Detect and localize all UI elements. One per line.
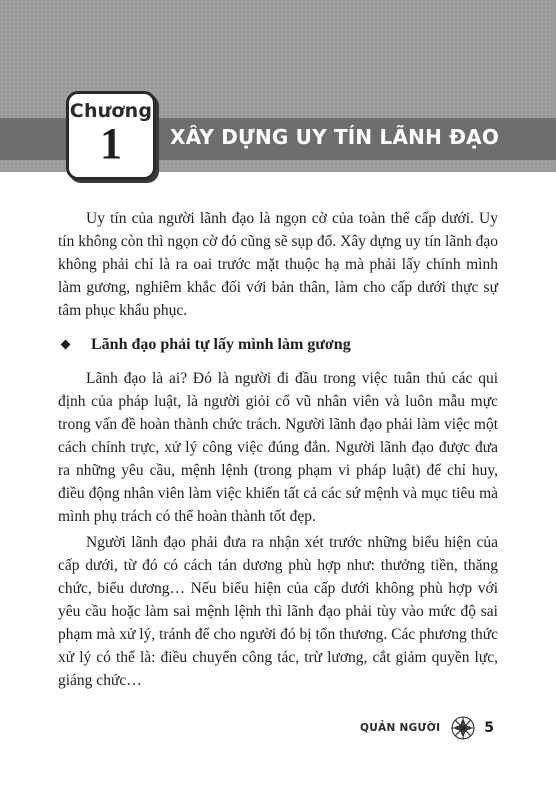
page-footer — [360, 714, 500, 742]
running-title: QUẢN NGƯỜI — [360, 722, 441, 734]
ornament-flower-icon — [450, 715, 476, 741]
intro-paragraph: Uy tín của người lãnh đạo là ngọn cờ của toàn thể cấp dưới. Uy tín không còn thì ngọn cờ đó cũng sẽ sụp đổ. Xây dựng uy tín lãnh đạo không phải chỉ là ra oai trước mặt thuộc hạ mà phải lấy chính mình làm gương, nghiêm khắc đối với bản thân, làm cho cấp dưới thực sự tâm phục khẩu phục. — [58, 210, 498, 319]
body-paragraph: Lãnh đạo là ai? Đó là người đi đầu trong việc tuân thủ các qui định của pháp luật, là người giỏi cổ vũ nhân viên và luôn mẫu mực trong vấn đề hoàn thành chức trách. Người lãnh đạo phải làm việc một cách chính trực, xử lý công việc đúng đắn. Người lãnh đạo được đưa ra những yêu cầu, mệnh lệnh (trong phạm vi pháp luật) để chỉ huy, điều động nhân viên làm việc khiến tất cả các sứ mệnh và mục tiêu mà mình phụ trách có thể hoàn thành tốt đẹp. — [58, 370, 498, 525]
page-number: 5 — [484, 720, 495, 736]
body-paragraph: Người lãnh đạo phải đưa ra nhận xét trước những biểu hiện của cấp dưới, từ đó có cách tán dương phù hợp như: thưởng tiền, thăng chức, biểu dương… Nếu biểu hiện của cấp dưới không phù hợp với yêu cầu hoặc làm sai mệnh lệnh thì lãnh đạo phải tùy vào mức độ sai phạm mà xử lý, tránh để cho người đó bị tổn thương. Các phương thức xử lý có thể là: điều chuyển công tác, trừ lương, cắt giảm quyền lực, giáng chức… — [58, 534, 498, 689]
chapter-number: 1 — [100, 119, 122, 168]
chapter-badge — [66, 91, 156, 180]
section-heading-text: Lãnh đạo phải tự lấy mình làm gương — [91, 336, 351, 353]
section-heading — [58, 336, 351, 354]
chapter-title: XÂY DỰNG UY TÍN LÃNH ĐẠO — [170, 125, 500, 149]
diamond-bullet-icon — [61, 339, 71, 349]
chapter-label: Chương — [69, 100, 153, 122]
